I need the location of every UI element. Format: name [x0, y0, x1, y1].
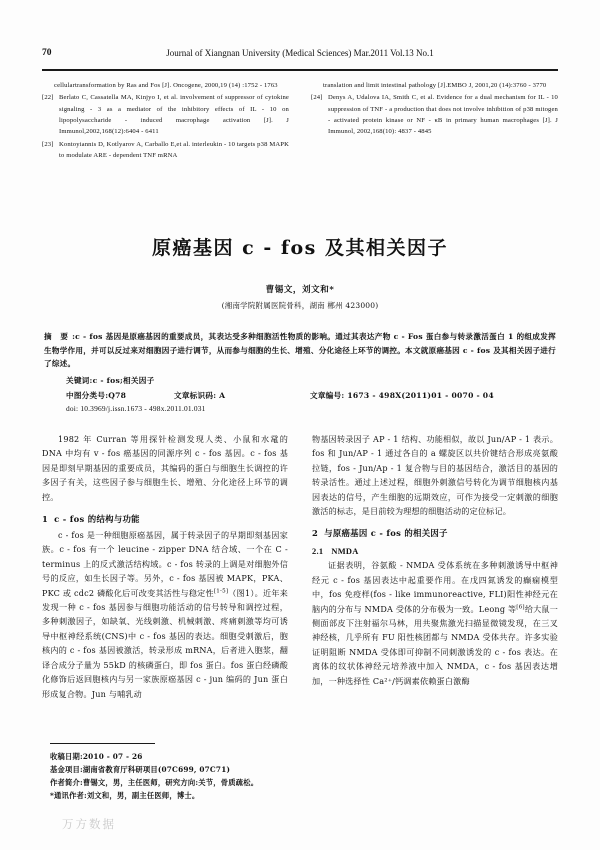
reference-text: Denys A, Udalova IA, Smith C, et al. Evidence for a dual mechanism for IL - 10 suppression of TNF - a production that does not involve inhibition of p38 mitogen - activated protein kinase or NF - κB in primary human macrophages [J]. J Immunol, 2002,168(10): 4837 - 4845	[328, 94, 558, 136]
section-title: c - fos 的结构与功能	[54, 514, 140, 525]
body-left-column	[42, 432, 288, 703]
article-id-segment	[310, 389, 494, 402]
citation-marker: [6]	[516, 603, 525, 610]
running-head	[42, 48, 558, 64]
header-rule	[42, 69, 558, 71]
article-title: 原癌基因 c - fos 及其相关因子	[152, 237, 448, 259]
footnote-funding: 基金项目:湖南省教育厅科研项目(07C699, 07C71)	[50, 765, 231, 775]
abstract-text: :c - fos 基因是原癌基因的重要成员，其表达受多种细胞活性物质的影响。通过其表达产物 c - Fos 蛋白参与转录激活蛋白 1 的组成发挥生物学作用，并可以反过来对细胞因子进行调节，从而参与细胞的生长、增殖、分化途径上环节的调控。本文就原癌基因 c - fos 及其相关因子进行了综述。	[44, 332, 556, 369]
abstract-paragraph	[44, 330, 556, 371]
reference-text: cellulartransformation by Ras and Fos [J]. Oncogene, 2000,19 (14) :1752 - 1763	[54, 82, 278, 89]
reference-item	[42, 92, 289, 137]
journal-title-line: Journal of Xiangnan University (Medical Sciences) Mar.2011 Vol.13 No.1	[166, 48, 434, 58]
footnote-rule	[50, 743, 155, 744]
doc-code-value: : A	[213, 390, 226, 400]
body-text-part1: 证据表明，谷氨酸 - NMDA 受体系统在多种刺激诱导中枢神经元 c - fos 基因表达中起重要作用。在戊四氮诱发的癫痫模型中，fos 免疫样(fos - like immunoreactive, FLI)阳性神经元在脑内的分布与 NMDA 受体的分布极为一致。Leong 等	[312, 560, 558, 614]
section-number: 2	[312, 528, 319, 539]
body-text-part2: 给大鼠一侧面部皮下注射福尔马林，用共聚焦激光扫描显微镜发现，在三叉神经核，几乎所有 FU 阳性核团都与 NMDA 受体共存。许多实验证明阻断 NMDA 受体即可抑制不同刺激诱发的 c - fos 表达。在离体的纹状体神经元培养液中加入 NMDA，c - fos 基因表达增加，一种选择性 Ca²⁺/钙调素依赖蛋白激酶	[312, 603, 558, 686]
reference-number: [23]	[42, 140, 54, 148]
article-id-value: : 1673 - 498X(2011)01 - 0070 - 04	[341, 390, 494, 400]
doi-line: doi: 10.3969/j.issn.1673 - 498x.2011.01.031	[66, 404, 206, 414]
body-paragraph: 1982 年 Curran 等用探针检测发现人类、小鼠和水鼋的 DNA 中均有 v - fos 癌基因的同源序列 c - fos 基因。c - fos 基因是即刻早期基因的重要成员，其编码的蛋白与细胞生长调控的许多因子有关，这些因子参与细胞生长、增殖、分化途径上环节的调控。	[42, 434, 288, 502]
wanfang-watermark: 万方数据	[62, 817, 116, 831]
doc-code-label: 文章标识码	[174, 390, 214, 400]
clc-label: 中图分类号	[66, 390, 106, 400]
subsection-number: 2.1	[312, 547, 324, 557]
footnote-corresponding-author: *通讯作者:刘文和，男，副主任医师，博士。	[50, 791, 200, 801]
reference-item	[42, 80, 289, 91]
author-affiliation: (湘南学院附属医院骨科，湖南 郴州 423000)	[221, 300, 379, 310]
references-right-column	[311, 80, 558, 162]
clc-value: :Q78	[105, 390, 127, 400]
footnote-block	[50, 750, 300, 803]
keywords-label: 关键词	[66, 375, 90, 385]
reference-number: [24]	[311, 94, 323, 102]
body-text-part1: c - fos 是一种细胞原癌基因，属于转录因子的早期即刻基因家族。c - fos 有一个 leucine - zipper DNA 结合域、一个在 C - terminus 上的反式激活结构域。c - fos 转录的上调是对细胞外信号的反应，如生长因子等。另外，c - fos 基因被 MAPK，PKA、PKC 或 cdc2 磷酸化后可改变其活性与稳定性	[42, 530, 288, 598]
reference-number: [22]	[42, 94, 54, 102]
article-id-label: 文章编号	[310, 390, 342, 400]
abstract-label: 摘 要	[44, 332, 72, 341]
citation-marker: [1-5]	[213, 587, 229, 594]
clc-segment	[66, 389, 174, 402]
article-authors: 曹锡文，刘文和*	[265, 284, 335, 295]
body-columns	[42, 432, 558, 703]
doc-code-segment	[174, 389, 310, 402]
references-left-column	[42, 80, 289, 162]
reference-item	[311, 92, 558, 137]
page-number: 70	[42, 48, 52, 58]
section-number: 1	[42, 514, 49, 525]
reference-text: Kontoyiannis D, Kotlyarov A, Carballo E,et al. interleukin - 10 targets p38 MAPK to modulate ARE - dependent TNF mRNA	[59, 140, 289, 159]
subsection-heading-2-1	[312, 547, 558, 556]
keywords-line	[44, 374, 556, 387]
body-paragraph	[42, 528, 288, 701]
reference-text: Berlato C, Cassatella MA, Kinjyo I, et al. involvement of suppressor of cytokine signaling - 3 as a mediator of the inhibitory effects of IL - 10 on lipopolysaccharide - induced macrophage activation [J]. J Immunol,2002,168(12):6404 - 6411	[59, 94, 289, 136]
reference-item	[311, 80, 558, 91]
footnote-author-bio: 作者简介:曹锡文，男，主任医师，研究方向:关节，骨质疏松。	[50, 778, 259, 788]
body-text-part2: （图1）。近年来发现一种 c - fos 基因参与细胞功能活动的信号转导和调控过程，多种刺激因子，如缺氧、光线刺激、机械刺激、疼痛刺激等均可诱导中枢神经系统(CNS)中 c - fos 基因的表达。细胞受刺激后，胞核内的 c - fos 基因被激活，转录形成 mRNA，后者进入胞浆，翻译合成分子量为 55kD 的核磷蛋白，即 fos 蛋白。fos 蛋白经磷酸化修饰后返回胞核内与另一家族原癌基因 c - jun 编码的 Jun 蛋白形成复合物。Jun 与哺乳动	[42, 587, 288, 699]
section-heading-2	[312, 527, 558, 539]
abstract-block	[44, 330, 556, 413]
body-right-column	[312, 432, 558, 703]
section-heading-1	[42, 513, 288, 525]
article-title-block	[42, 236, 558, 311]
subsection-title: NMDA	[331, 547, 359, 557]
section-title: 与原癌基因 c - fos 的相关因子	[324, 528, 448, 539]
classification-line	[44, 389, 556, 402]
keywords-value: :c - fos;相关因子	[89, 375, 155, 385]
body-paragraph: 物基因转录因子 AP - 1 结构、功能相似，故以 Jun/AP - 1 表示。fos 和 Jun/AP - 1 通过各自的 a 螺旋区以共价键结合形成亮氨酸拉链，fos - Jun/Ap - 1 复合物与目的基因结合，激活目的基因的转录活性。通过上述过程，细胞外刺激信号转化为调节细胞核内基因表达的信号，产生细胞的远期效应，可作为接受一定刺激的细胞激活的标志，是目前较为理想的细胞活动的定位标记。	[312, 434, 558, 517]
reference-item	[42, 139, 289, 162]
body-paragraph	[312, 558, 558, 688]
reference-text: translation and limit intestinal pathology [J].EMBO J, 2001,20 (14):3760 - 3770	[323, 82, 547, 89]
references-section	[42, 80, 558, 162]
footnote-received-date: 收稿日期:2010 - 07 - 26	[50, 752, 143, 761]
